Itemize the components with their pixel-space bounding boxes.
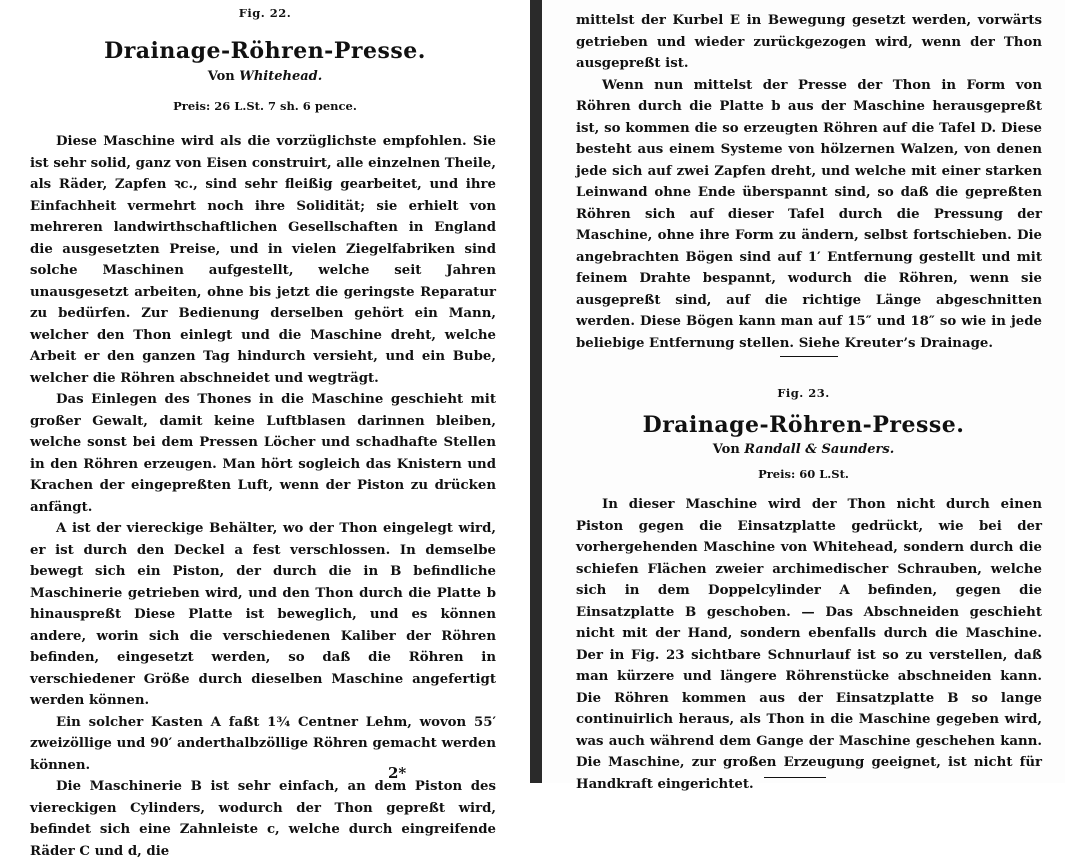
price-line-left: Preis: 26 L.St. 7 sh. 6 pence. xyxy=(173,99,357,113)
paragraph: Das Einlegen des Thones in die Maschine geschieht mit großer Gewalt, damit keine Luftblasen darinnen bleiben, welche sonst bei dem Pressen Löcher und schadhafte Stellen in den Röhren erzeugen. Man hört sogleich das Knistern und Krachen der eingepreßten Luft, wenn der Piston zu drücken anfängt. xyxy=(30,392,496,515)
left-page xyxy=(0,0,530,859)
right-body-text-bottom xyxy=(576,494,1042,795)
author-line-left xyxy=(0,69,530,84)
paragraph: Diese Maschine wird als die vorzüglichste empfohlen. Sie ist sehr solid, ganz von Eisen construirt, alle einzelnen Theile, als Räder, Zapfen ꝛc., sind sehr fleißig gearbeitet, und ihre Einfachheit vermehrt noch ihre Solidität; sie erhielt von mehreren landwirthschaftlichen Gesellschaften in England die ausgesetzten Preise, und in vielen Ziegelfabriken sind solche Maschinen aufgestellt, welche seit Jahren unausgesetzt arbeiten, ohne bis jetzt die geringste Reparatur zu bedürfen. Zur Bedienung derselben gehört ein Mann, welcher den Thon einlegt und die Maschine dreht, welche Arbeit er den ganzen Tag hindurch versieht, und ein Bube, welcher die Röhren abschneidet und wegträgt. xyxy=(30,134,496,386)
sheet-signature: 2* xyxy=(388,764,407,782)
author-line-right xyxy=(542,442,1065,457)
book-gutter xyxy=(530,0,542,783)
author-prefix: Von xyxy=(712,442,740,457)
paragraph: Wenn nun mittelst der Presse der Thon in Form von Röhren durch die Platte b aus der Maschine herausgepreßt ist, so kommen die so erzeugten Röhren auf die Tafel D. Diese besteht aus einem Systeme von hölzernen Walzen, von denen jede sich auf zwei Zapfen dreht, und welche mit einer starken Leinwand ohne Ende überspannt sind, so daß die gepreßten Röhren sich auf dieser Tafel durch die Pressung der Maschine, ohne ihre Form zu ändern, selbst fortschieben. Die angebrachten Bögen sind auf 1′ Entfernung gestellt und mit feinem Drahte bespannt, wodurch die Röhren, wenn sie ausgepreßt sind, auf die richtige Länge abgeschnitten werden. Diese Bögen kann man auf 15″ und 18″ so wie in jede beliebige Entfernung stellen. Siehe Kreuter’s Drainage. xyxy=(576,77,1042,351)
paragraph: Ein solcher Kasten A faßt 1¾ Centner Lehm, wovon 55′ zweizöllige und 90′ anderthalbzöllige Röhren gemacht werden können. xyxy=(30,714,496,773)
figure-label-22: Fig. 22. xyxy=(238,6,292,20)
section-divider xyxy=(780,356,838,357)
paragraph: In dieser Maschine wird der Thon nicht durch einen Piston gegen die Einsatzplatte gedrückt, wie bei der vorhergehenden Maschine von Whitehead, sondern durch die schiefen Flächen zweier archimedischer Schrauben, welche sich in dem Doppelcylinder A befinden, gegen die Einsatzplatte B geschoben. — Das Abschneiden geschieht nicht mit der Hand, sondern ebenfalls durch die Maschine. Der in Fig. 23 sichtbare Schnurlauf ist so zu verstellen, daß man kürzere und längere Röhrenstücke abschneiden kann. Die Röhren kommen aus der Einsatzplatte B so lange continuirlich heraus, als Thon in die Maschine gegeben wird, was auch während dem Gange der Maschine geschehen kann. Die Maschine, zur großen Erzeugung geeignet, ist nicht für Handkraft eingerichtet. xyxy=(576,497,1042,792)
author-name-whitehead: Whitehead. xyxy=(239,69,323,84)
paragraph-continuation: mittelst der Kurbel E in Bewegung gesetzt werden, vorwärts getrieben und wieder zurückgezogen wird, wenn der Thon ausgepreßt ist. xyxy=(576,13,1042,71)
left-body-text xyxy=(30,131,496,862)
section-title-left: Drainage-Röhren-Presse. xyxy=(104,38,426,64)
right-body-text-top xyxy=(576,10,1042,354)
author-name-randall-saunders: Randall & Saunders. xyxy=(744,442,895,457)
price-line-right: Preis: 60 L.St. xyxy=(758,467,849,481)
author-prefix: Von xyxy=(207,69,235,84)
figure-label-23: Fig. 23. xyxy=(777,386,830,400)
paragraph: A ist der viereckige Behälter, wo der Thon eingelegt wird, er ist durch den Deckel a fest verschlossen. In demselbe bewegt sich ein Piston, der durch die in B befindliche Maschinerie getrieben wird, und den Thon durch die Platte b hinauspreßt Diese Platte ist beweglich, und es können andere, worin sich die verschiedenen Kaliber der Röhren befinden, eingesetzt werden, so daß die Röhren in verschiedener Größe durch dieselben Maschine angefertigt werden können. xyxy=(30,521,496,708)
paragraph: Die Maschinerie B ist sehr einfach, an dem Piston des viereckigen Cylinders, wodurch der Thon gepreßt wird, befindet sich eine Zahnleiste c, welche durch eingreifende Räder C und d, die xyxy=(30,779,496,859)
right-page xyxy=(542,0,1065,792)
bottom-divider xyxy=(764,777,826,778)
section-title-right: Drainage-Röhren-Presse. xyxy=(642,412,965,438)
